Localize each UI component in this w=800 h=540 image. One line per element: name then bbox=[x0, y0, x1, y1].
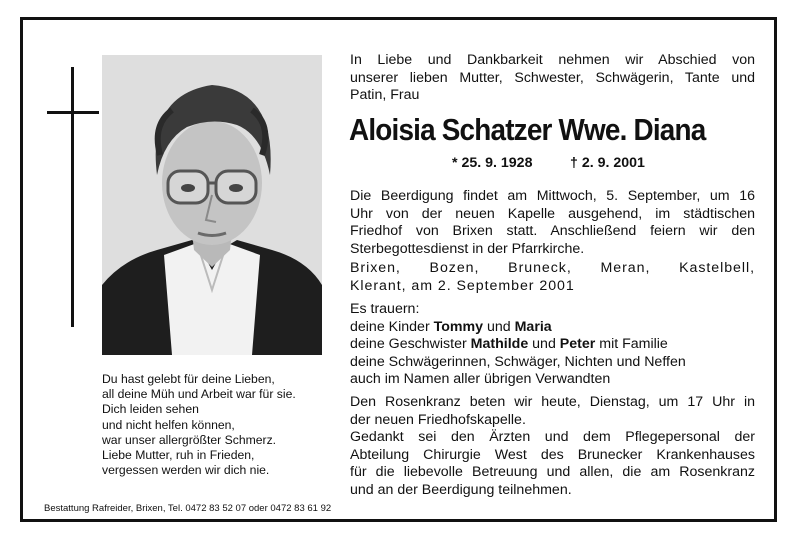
mourners-list bbox=[350, 301, 755, 389]
places-line: Brixen, Bozen, Bruneck, Meran, Kastelbell, bbox=[350, 260, 755, 276]
sibling-name: Mathilde bbox=[470, 336, 529, 353]
poem-line: war unser allergrößter Schmerz. bbox=[102, 432, 277, 447]
sibling-name: Peter bbox=[559, 336, 596, 353]
intro-line: In Liebe und Dankbarkeit nehmen wir Abschied von bbox=[350, 52, 755, 68]
burial-line: Die Beerdigung findet am Mittwoch, 5. September, um 16 bbox=[350, 188, 755, 204]
thanks-line: Abteilung Chirurgie West des Brunecker Krankenhauses bbox=[350, 446, 755, 463]
rosary-and-thanks bbox=[350, 394, 755, 500]
cross-icon bbox=[71, 67, 74, 327]
inlaws-line: deine Schwägerinnen, Schwäger, Nichten und Neffen bbox=[350, 353, 686, 370]
thanks-line: Gedankt sei den Ärzten und dem Pflegepersonal der bbox=[350, 429, 755, 446]
memorial-poem bbox=[102, 372, 337, 478]
burial-announcement bbox=[350, 188, 755, 258]
burial-line: Sterbegottesdienst in der Pfarrkirche. bbox=[350, 240, 585, 257]
poem-line: Du hast gelebt für deine Lieben, bbox=[102, 372, 275, 386]
mourners-heading: Es trauern: bbox=[350, 301, 420, 317]
poem-line: und nicht helfen können, bbox=[102, 417, 235, 432]
child-name: Tommy bbox=[433, 318, 484, 335]
child-name: Maria bbox=[514, 318, 552, 335]
burial-line: Uhr von der neuen Kapelle ausgehend, im städtischen bbox=[350, 205, 755, 222]
funeral-home-footer: Bestattung Rafreider, Brixen, Tel. 0472 83 52 07 oder 0472 83 61 92 bbox=[44, 503, 332, 514]
intro-line: unserer lieben Mutter, Schwester, Schwägerin, Tante und bbox=[350, 69, 755, 86]
siblings-line bbox=[350, 336, 755, 354]
rosary-line: Den Rosenkranz beten wir heute, Dienstag, um 17 Uhr in bbox=[350, 394, 755, 410]
places-line: Klerant, am 2. September 2001 bbox=[350, 277, 575, 294]
thanks-line: und an der Beerdigung teilnehmen. bbox=[350, 481, 572, 498]
burial-line: Friedhof von Brixen statt. Anschließend feiern wir den bbox=[350, 223, 755, 240]
siblings-suffix: mit Familie bbox=[599, 336, 668, 353]
portrait-photo bbox=[102, 55, 322, 355]
conjunction: und bbox=[532, 336, 556, 353]
cross-icon-bar bbox=[47, 111, 99, 114]
intro-line: Patin, Frau bbox=[350, 87, 420, 104]
siblings-prefix: deine Geschwister bbox=[350, 336, 467, 353]
death-date: † 2. 9. 2001 bbox=[570, 155, 645, 171]
relatives-line: auch im Namen aller übrigen Verwandten bbox=[350, 371, 611, 388]
deceased-name: Aloisia Schatzer Wwe. Diana bbox=[349, 112, 706, 147]
poem-line: all deine Müh und Arbeit war für sie. bbox=[102, 387, 296, 402]
intro-text bbox=[350, 52, 755, 105]
children-prefix: deine Kinder bbox=[350, 318, 430, 335]
poem-line: vergessen werden wir dich nie. bbox=[102, 463, 270, 478]
birth-date: * 25. 9. 1928 bbox=[452, 155, 533, 171]
poem-line: Liebe Mutter, ruh in Frieden, bbox=[102, 448, 255, 463]
conjunction: und bbox=[486, 318, 511, 335]
thanks-line: für die liebevolle Betreuung und allen, die am Rosenkranz bbox=[350, 464, 755, 481]
children-line bbox=[350, 319, 755, 337]
places-and-date bbox=[350, 260, 755, 295]
poem-line: Dich leiden sehen bbox=[102, 402, 199, 417]
rosary-line: der neuen Friedhofskapelle. bbox=[350, 411, 526, 428]
portrait-illustration bbox=[102, 55, 322, 355]
